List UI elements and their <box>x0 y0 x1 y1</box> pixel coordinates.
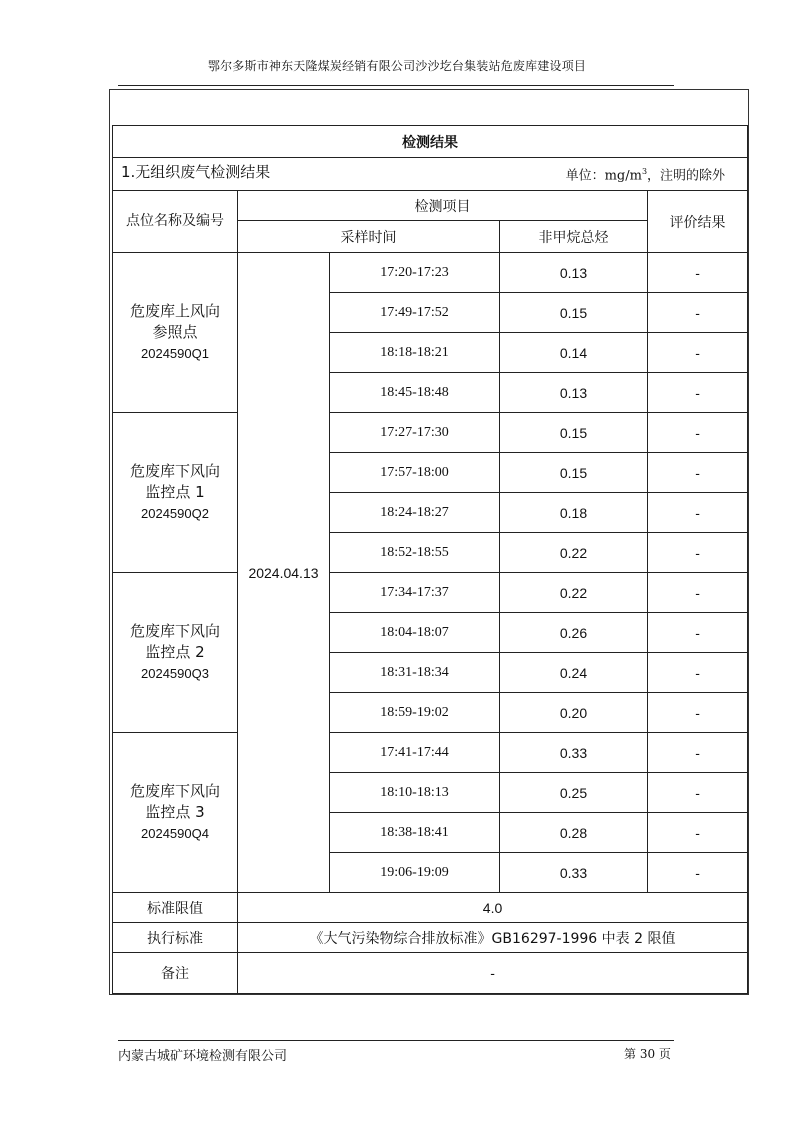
nmhc-value-cell: 0.13 <box>500 253 648 293</box>
evaluation-cell: - <box>648 253 748 293</box>
evaluation-cell: - <box>648 493 748 533</box>
nmhc-value-cell: 0.24 <box>500 653 648 693</box>
unit-note: 单位：$mg/m^3$，注明的除外 <box>565 167 726 184</box>
footer-page-number: 第 30 页 <box>624 1047 671 1061</box>
point-code: 2024590Q3 <box>141 666 209 682</box>
nmhc-value-cell: 0.22 <box>500 573 648 613</box>
point-name-line1: 危废库下风向 <box>129 622 220 641</box>
evaluation-cell: - <box>648 453 748 493</box>
results-table <box>112 125 748 994</box>
table-row <box>113 413 748 453</box>
point-name-cell <box>113 733 238 893</box>
nmhc-value-cell: 0.15 <box>500 413 648 453</box>
sampling-time-cell: 18:45-18:48 <box>330 373 500 413</box>
point-code: 2024590Q4 <box>141 826 209 842</box>
evaluation-cell: - <box>648 333 748 373</box>
sampling-time-cell: 17:57-18:00 <box>330 453 500 493</box>
header-nmhc: 非甲烷总烃 <box>500 221 648 253</box>
note-label: 备注 <box>113 953 238 994</box>
table-title: 检测结果 <box>113 126 748 158</box>
header-test-item: 检测项目 <box>238 191 648 221</box>
table-row <box>113 573 748 613</box>
sampling-time-cell: 17:41-17:44 <box>330 733 500 773</box>
point-name-cell <box>113 413 238 573</box>
nmhc-value-cell: 0.14 <box>500 333 648 373</box>
footer-company: 内蒙古城矿环境检测有限公司 <box>118 1049 288 1064</box>
evaluation-cell: - <box>648 733 748 773</box>
sampling-time-cell: 17:34-17:37 <box>330 573 500 613</box>
section-label: 1.无组织废气检测结果 <box>121 163 271 181</box>
footer-divider <box>118 1040 674 1041</box>
point-name-line1: 危废库下风向 <box>129 462 220 481</box>
table-row <box>113 953 748 994</box>
point-code: 2024590Q1 <box>141 346 209 362</box>
evaluation-cell: - <box>648 813 748 853</box>
page-header-title: 鄂尔多斯市神东天隆煤炭经销有限公司沙沙圪台集装站危废库建设项目 <box>207 59 587 73</box>
nmhc-value-cell: 0.33 <box>500 733 648 773</box>
evaluation-cell: - <box>648 573 748 613</box>
sampling-time-cell: 18:31-18:34 <box>330 653 500 693</box>
evaluation-cell: - <box>648 853 748 893</box>
evaluation-cell: - <box>648 373 748 413</box>
evaluation-cell: - <box>648 293 748 333</box>
table-row <box>113 893 748 923</box>
point-name-cell <box>113 253 238 413</box>
nmhc-value-cell: 0.20 <box>500 693 648 733</box>
nmhc-value-cell: 0.13 <box>500 373 648 413</box>
evaluation-cell: - <box>648 653 748 693</box>
limit-label: 标准限值 <box>113 893 238 923</box>
sampling-time-cell: 19:06-19:09 <box>330 853 500 893</box>
sampling-time-cell: 17:27-17:30 <box>330 413 500 453</box>
sampling-time-cell: 18:18-18:21 <box>330 333 500 373</box>
nmhc-value-cell: 0.15 <box>500 293 648 333</box>
nmhc-value-cell: 0.26 <box>500 613 648 653</box>
header-sampling-time: 采样时间 <box>238 221 500 253</box>
point-code: 2024590Q2 <box>141 506 209 522</box>
point-name-line2: 监控点 3 <box>145 803 205 822</box>
table-row <box>113 923 748 953</box>
header-evaluation: 评价结果 <box>648 191 748 253</box>
sampling-time-cell: 18:52-18:55 <box>330 533 500 573</box>
section-row <box>113 158 748 191</box>
note-value: - <box>238 953 748 994</box>
point-name-cell <box>113 573 238 733</box>
nmhc-value-cell: 0.15 <box>500 453 648 493</box>
point-name-line2: 监控点 2 <box>145 643 205 662</box>
sampling-date: 2024.04.13 <box>238 253 330 893</box>
standard-value: 《大气污染物综合排放标准》GB16297-1996 中表 2 限值 <box>238 923 748 953</box>
sampling-time-cell: 18:04-18:07 <box>330 613 500 653</box>
evaluation-cell: - <box>648 613 748 653</box>
standard-label: 执行标准 <box>113 923 238 953</box>
point-name-line1: 危废库上风向 <box>129 302 220 321</box>
nmhc-value-cell: 0.25 <box>500 773 648 813</box>
nmhc-value-cell: 0.22 <box>500 533 648 573</box>
evaluation-cell: - <box>648 533 748 573</box>
sampling-time-cell: 18:38-18:41 <box>330 813 500 853</box>
nmhc-value-cell: 0.18 <box>500 493 648 533</box>
evaluation-cell: - <box>648 773 748 813</box>
table-row <box>113 733 748 773</box>
point-name-line1: 危废库下风向 <box>129 782 220 801</box>
limit-value: 4.0 <box>238 893 748 923</box>
evaluation-cell: - <box>648 693 748 733</box>
nmhc-value-cell: 0.33 <box>500 853 648 893</box>
sampling-time-cell: 18:59-19:02 <box>330 693 500 733</box>
nmhc-value-cell: 0.28 <box>500 813 648 853</box>
sampling-time-cell: 18:10-18:13 <box>330 773 500 813</box>
evaluation-cell: - <box>648 413 748 453</box>
header-divider <box>118 85 674 86</box>
sampling-time-cell: 17:20-17:23 <box>330 253 500 293</box>
point-name-line2: 监控点 1 <box>145 483 205 502</box>
sampling-time-cell: 17:49-17:52 <box>330 293 500 333</box>
header-point-name: 点位名称及编号 <box>113 191 238 253</box>
point-name-line2: 参照点 <box>152 323 198 342</box>
sampling-time-cell: 18:24-18:27 <box>330 493 500 533</box>
table-row <box>113 253 748 293</box>
